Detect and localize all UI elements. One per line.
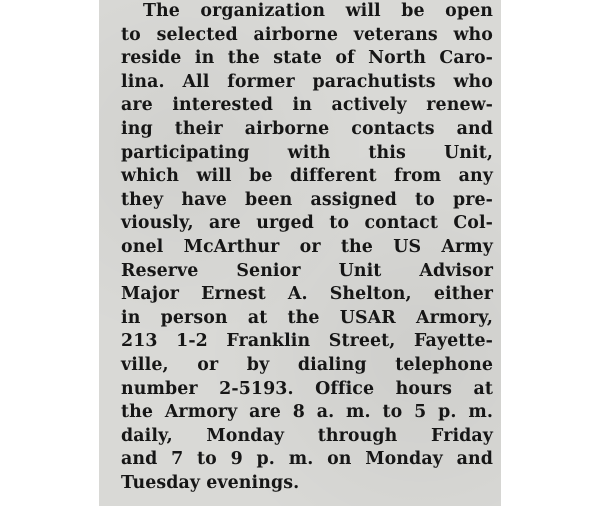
article-line-15: 213 1-2 Franklin Street, Fayette- xyxy=(121,331,493,352)
article-line-16: ville, or by dialing telephone xyxy=(121,354,493,375)
article-line-8: which will be different from any xyxy=(121,166,493,187)
article-line-4: lina. All former parachutists who xyxy=(121,71,493,92)
article-line-19: daily, Monday through Friday xyxy=(121,425,493,446)
article-line-13: Major Ernest A. Shelton, either xyxy=(121,284,493,305)
article-paragraph xyxy=(121,0,493,495)
article-line-17: number 2-5193. Office hours at xyxy=(121,378,493,399)
article-line-20: and 7 to 9 p. m. on Monday and xyxy=(121,449,493,470)
article-line-18: the Armory are 8 a. m. to 5 p. m. xyxy=(121,402,493,423)
article-line-2: to selected airborne veterans who xyxy=(121,24,493,45)
article-line-12: Reserve Senior Unit Advisor xyxy=(121,260,493,281)
article-line-7: participating with this Unit, xyxy=(121,142,493,163)
article-line-5: are interested in actively renew- xyxy=(121,95,493,116)
article-line-11: onel McArthur or the US Army xyxy=(121,236,493,257)
article-line-10: viously, are urged to contact Col- xyxy=(121,213,493,234)
article-line-21: Tuesday evenings. xyxy=(121,472,300,493)
article-line-3: reside in the state of North Caro- xyxy=(121,48,493,69)
article-line-14: in person at the USAR Armory, xyxy=(121,307,493,328)
article-line-6: ing their airborne contacts and xyxy=(121,118,493,139)
newspaper-clipping xyxy=(99,0,501,506)
article-line-1: The organization will be open xyxy=(143,1,493,21)
article-line-9: they have been assigned to pre- xyxy=(121,189,493,210)
